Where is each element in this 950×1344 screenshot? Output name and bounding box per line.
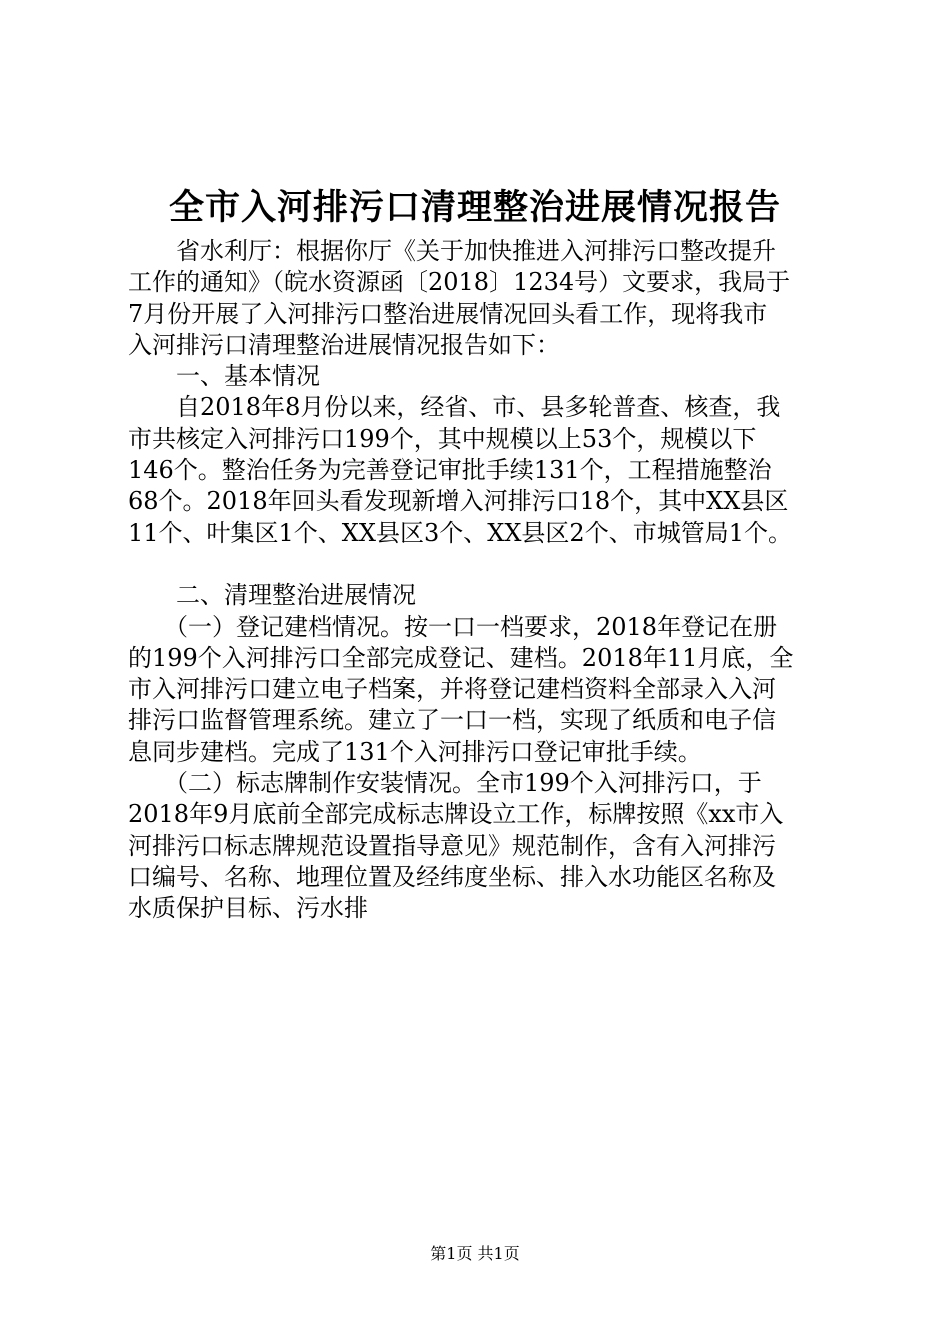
- body-line: 市入河排污口建立电子档案，并将登记建档资料全部录入入河: [128, 675, 776, 704]
- body-line: 入河排污口清理整治进展情况报告如下：: [128, 330, 560, 359]
- body-line: 排污口监督管理系统。建立了一口一档，实现了纸质和电子信: [128, 706, 776, 735]
- body-line: 二、清理整治进展情况: [128, 581, 416, 610]
- body-line: （二）标志牌制作安装情况。全市199个入河排污口，于: [128, 769, 762, 798]
- body-line: 息同步建档。完成了131个入河排污口登记审批手续。: [128, 737, 702, 766]
- page-footer: 第1页 共1页: [430, 1244, 520, 1263]
- body-line: 自2018年8月份以来，经省、市、县多轮普查、核查，我: [128, 393, 781, 422]
- body-line: 146个。整治任务为完善登记审批手续131个，工程措施整治: [128, 456, 772, 485]
- body-line: 68个。2018年回头看发现新增入河排污口18个，其中XX县区: [128, 487, 789, 516]
- body-line: 省水利厅：根据你厅《关于加快推进入河排污口整改提升: [128, 237, 776, 265]
- body-line: （一）登记建档情况。按一口一档要求，2018年登记在册: [128, 612, 778, 641]
- document-title: 全市入河排污口清理整治进展情况报告: [168, 187, 781, 228]
- body-line: 的199个入河排污口全部完成登记、建档。2018年11月底，全: [128, 643, 794, 672]
- body-line: 口编号、名称、地理位置及经纬度坐标、排入水功能区名称及: [128, 862, 776, 891]
- body-line: 市共核定入河排污口199个，其中规模以上53个，规模以下: [128, 424, 757, 453]
- body-line: 工作的通知》（皖水资源函〔2018〕1234号）文要求，我局于: [128, 268, 791, 297]
- body-line: 2018年9月底前全部完成标志牌设立工作，标牌按照《xx市入: [128, 800, 784, 829]
- body-line: 一、基本情况: [128, 362, 320, 391]
- blank-line: [128, 549, 840, 580]
- body-line: 水质保护目标、污水排: [128, 894, 368, 923]
- document-body: [128, 236, 840, 925]
- body-line: 7月份开展了入河排污口整治进展情况回头看工作，现将我市: [128, 299, 768, 328]
- body-line: 河排污口标志牌规范设置指导意见》规范制作，含有入河排污: [128, 831, 776, 860]
- body-line: 11个、叶集区1个、XX县区3个、XX县区2个、市城管局1个。: [128, 518, 792, 547]
